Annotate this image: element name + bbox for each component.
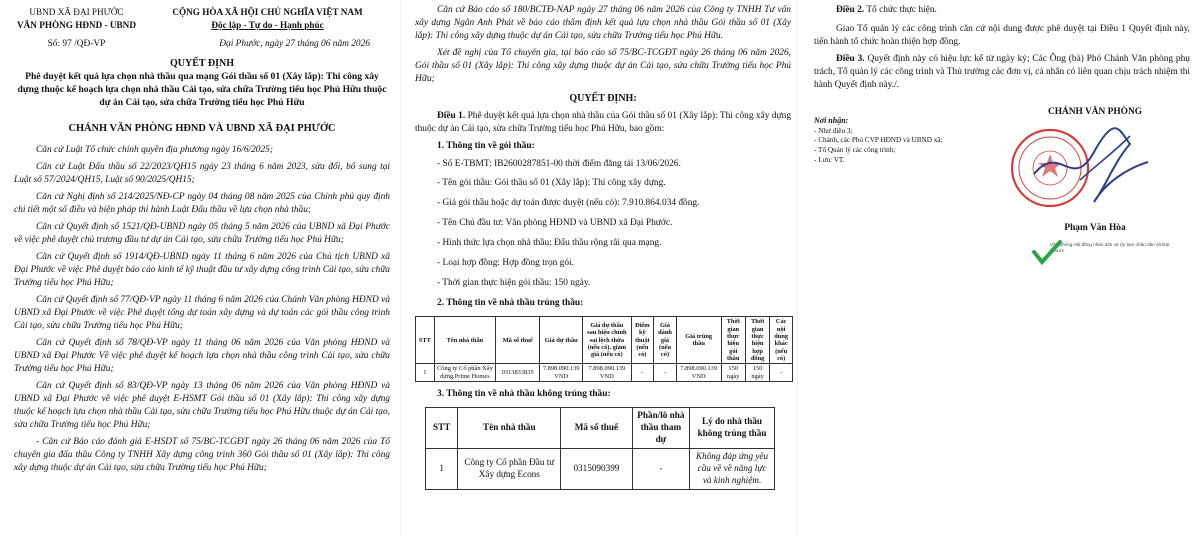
section-2-heading: 2. Thông tin về nhà thầu trúng thầu: [437,298,584,309]
table-header-cell: STT [416,317,435,364]
table-header-cell: Tên nhà thầu [434,317,495,364]
table-header-cell: Mã số thuế [496,317,540,364]
table-header-cell: Các nội dung khác (nếu có) [770,317,793,364]
table-cell: - [654,364,677,382]
tender-info-item: - Tên Chủ đầu tư: Văn phòng HĐND và UBND xã Đại Phước. [437,218,673,229]
article-2-body: Giao Tổ quản lý các công trình căn cứ nội dung được phê duyệt tại Điều 1 Quyết định này, tiến hành tổ chức hoàn thiện hợp đồng. [814,23,1190,47]
tender-info-item: - Số E-TBMT: IB2600287851-00 thời điểm đăng tải 13/06/2026. [437,158,681,169]
article-2-text: Tổ chức thực hiện. [866,5,937,15]
report-basis: Căn cứ Báo cáo số 180/BCTĐ-NAP ngày 27 tháng 06 năm 2026 của Công ty TNHH Tư vấn xây dựng Ngân Anh Phát về báo cáo thẩm định kết quả lựa chọn nhà thầu Gói thầu số 01 (Xây lắp): Thi công xây dựng thuộc dự án Cải tạo, sửa chữa Trường tiểu học Phú Hữu. [415,5,791,41]
signature-block [814,102,1190,302]
table-header-cell: Giá dự thầu sau hiệu chỉnh sai lệch thừa (nếu có), giảm giá (nếu có) [583,317,631,364]
table-cell: 0313833835 [496,364,540,382]
tender-info-item: - Thời gian thực hiện gói thầu: 150 ngày. [437,278,591,289]
table-header-row [416,317,793,364]
table-cell: 1 [426,448,458,489]
winning-bidder-table [415,316,793,382]
checkmark-icon [1030,238,1064,266]
legal-basis: Căn cứ Luật Đấu thầu số 22/2023/QH15 ngày 23 tháng 6 năm 2023, sửa đổi, bổ sung tại Luật số 57/2024/QH15, Luật số 90/2025/QH15; [14,162,390,186]
table-cell: 0315090399 [561,448,633,489]
doc-title: QUYẾT ĐỊNH [170,58,234,70]
nation-line-1: CỘNG HÒA XÃ HỘI CHỦ NGHĨA VIỆT NAM [172,7,363,17]
article-2 [814,4,1190,17]
article-3 [814,53,1190,92]
article-3-label: Điều 3. [836,53,865,64]
legal-basis: Căn cứ Nghị định số 214/2025/NĐ-CP ngày 04 tháng 08 năm 2025 của Chính phủ quy định chi tiết một số điều và biện pháp thi hành Luật Đấu thầu về lựa chọn nhà thầu; [14,192,390,216]
recipients-label: Nơi nhận: [814,115,849,125]
table-header-cell: Điểm kỹ thuật (nếu có) [631,317,654,364]
national-motto [145,6,390,31]
tender-info-item: - Tên gói thầu: Gói thầu số 01 (Xây lắp): Thi công xây dựng. [437,178,666,189]
table-row [416,364,793,382]
doc-number-row [14,38,390,51]
table-cell: Không đáp ứng yêu cầu về về năng lực và kinh nghiệm. [690,448,775,489]
table-cell: 150 ngày [745,364,769,382]
legal-basis: Căn cứ Quyết định số 77/QĐ-VP ngày 11 tháng 6 năm 2026 của Chánh Văn phòng HĐND và UBND xã Đại Phước về việc Phê duyệt tổng dự toán xây dựng và dự toán các gói thầu công trình Cải tạo, sửa chữa Trường tiểu học Phú Hữu; [14,295,390,331]
table-cell: - [631,364,654,382]
recipient-item: - Tổ Quản lý các công trình; [814,146,896,155]
recipients [814,116,984,166]
table-header-cell: Lý do nhà thầu không trúng thầu [690,408,775,449]
legal-bases [14,144,390,474]
digital-signature-text: Văn phòng Hội đồng nhân dân và Ủy ban nhân dân xã Đại Phước [1050,241,1170,253]
table-cell: Công ty Cổ phần Xây dựng Prime Homes [434,364,495,382]
table-header-row [426,408,775,449]
table-header-cell: Tên nhà thầu [458,408,561,449]
seal-and-signature-icon [1010,122,1160,218]
table-header-cell: Thời gian thực hiện gói thầu [721,317,745,364]
legal-basis: Căn cứ Luật Tổ chức chính quyền địa phương ngày 16/6/2025; [36,145,273,156]
nation-line-2: Độc lập - Tự do - Hạnh phúc [211,19,324,30]
issuer-title: CHÁNH VĂN PHÒNG HĐND VÀ UBND XÃ ĐẠI PHƯỚC [68,122,336,134]
table-cell: - [770,364,793,382]
doc-number: Số: 97 /QĐ-VP [47,39,106,50]
place-date: Đại Phước, ngày 27 tháng 06 năm 2026 [219,39,370,50]
losing-bidder-table [425,407,775,490]
tender-info-item: - Giá gói thầu hoặc dự toán được duyệt (nếu có): 7.910.864.034 đồng. [437,198,700,209]
expert-proposal: Xét đề nghị của Tổ chuyên gia, tại báo cáo số 75/BC-TCGĐT ngày 26 tháng 06 năm 2026, Gói thầu số 01 (Xây lắp): Thi công xây dựng thuộc dự án Cải tạo, sửa chữa Trường tiểu học Phú Hữu; [415,47,791,84]
article-2-label: Điều 2. [836,5,865,15]
table-cell: 7.898.090.139 VND [540,364,583,382]
legal-basis: Căn cứ Quyết định số 78/QĐ-VP ngày 11 tháng 06 năm 2026 của Văn phòng HĐND và UBND xã Đại Phước Về việc phê duyệt kế hoạch lựa chọn nhà thầu công trình Cải tạo, sửa chữa Trường tiểu học Phú Hữu; [14,337,390,374]
recipient-item: - Lưu: VT. [814,155,845,164]
official-seal [1010,122,1160,218]
table-header-cell: Phần/lô nhà thầu tham dự [632,408,689,449]
org-line-2: VĂN PHÒNG HĐND - UBND [17,19,136,30]
article-1 [415,110,791,136]
section-1-heading: 1. Thông tin về gói thầu: [437,140,535,151]
table-cell: - [632,448,689,489]
digital-signature [1050,242,1180,272]
tender-info-item: - Hình thức lựa chọn nhà thầu: Đấu thầu rộng rãi qua mạng. [437,238,662,249]
table-header-cell: Thời gian thực hiện hợp đồng [745,317,769,364]
legal-basis: Căn cứ Quyết định số 83/QĐ-VP ngày 13 tháng 06 năm 2026 của Văn phòng HĐND và UBND xã Đại Phước về việc phê duyệt E-HSMT Gói thầu số 01 (Xây lắp): Thi công xây dựng thuộc kế hoạch lựa chọn nhà thầu Cải tạo, sửa chữa Trường tiểu học Phú Hữu thuộc dự án Cải tạo, sửa chữa Trường tiểu học Phú Hữu; [14,380,390,430]
page-1 [0,0,400,536]
legal-basis: - Căn cứ Báo cáo đánh giá E-HSDT số 75/BC-TCGĐT ngày 26 tháng 06 năm 2026 của Tổ chuyên gia đấu thầu Công ty TNHH Xây dựng công trình 360 Gói thầu số 01 (Xây lắp): Thi công xây dựng thuộc dự án Cải tạo, sửa chữa Trường tiểu học Phú Hữu; [14,436,390,473]
table-cell: 150 ngày [721,364,745,382]
tender-info-item: - Loại hợp đồng: Hợp đồng trọn gói. [437,258,574,269]
table-header-cell: Mã số thuế [561,408,633,449]
table-cell: 7.898.090.139 VND [676,364,721,382]
issuing-org [14,6,139,31]
table-header-cell: Giá trúng thầu [676,317,721,364]
doc-subject: Phê duyệt kết quả lựa chọn nhà thầu qua mạng Gói thầu số 01 (Xây lắp): Thi công xây dựng thuộc kế hoạch lựa chọn nhà thầu Cải tạo, sửa chữa Trường tiểu học Phú Hữu thuộc dự án Cải tạo, sửa chữa Trường tiểu học Phú Hữu [17,71,387,109]
article-3-text: Quyết định này có hiệu lực kể từ ngày ký; Các Ông (bà) Phó Chánh Văn phòng phụ trách, Tổ quản lý các công trình và Thủ trưởng các đơn vị, cá nhân có liên quan chịu trách nhiệm thi hành Quyết định này./. [814,53,1190,90]
article-1-label: Điều 1. [437,110,466,121]
recipient-item: - Như điều 3; [814,126,853,135]
recipient-item: - Chánh, các Phó CVP HĐND và UBND xã; [814,136,943,145]
legal-basis: Căn cứ Quyết định số 1521/QĐ-UBND ngày 05 tháng 5 năm 2026 của UBND xã Đại Phước về việc phê duyệt chủ trương đầu tư dự án Cải tạo, sửa chữa Trường tiểu học Phú Hữu; [14,222,390,246]
document-header [14,6,390,31]
signer-title: CHÁNH VĂN PHÒNG [1047,106,1143,117]
table-cell: 7.898.090.139 VND [583,364,631,382]
signer-name: Phạm Văn Hòa [1064,222,1126,233]
legal-basis: Căn cứ Quyết định số 1914/QĐ-UBND ngày 11 tháng 6 năm 2026 của Chủ tịch UBND xã Đại Phước về việc Phê duyệt báo cáo kinh tế kỹ thuật đầu tư xây dựng công trình Cải tạo, sửa chữa Trường tiểu học Phú Hữu; [14,252,390,289]
table-row [426,448,775,489]
section-3-heading: 3. Thông tin về nhà thầu không trúng thầu: [437,389,611,400]
table-header-cell: Giá đánh giá (nếu có) [654,317,677,364]
org-line-1: UBND XÃ ĐẠI PHƯỚC [29,7,124,17]
article-1-text: Phê duyệt kết quả lựa chọn nhà thầu của Gói thầu số 01 (Xây lắp): Thi công xây dựng thuộc dự án Cải tạo, sửa chữa Trường tiểu học Phú Hữu, bao gồm: [415,110,792,134]
page-2 [400,0,798,536]
table-header-cell: Giá dự thầu [540,317,583,364]
decide-heading: QUYẾT ĐỊNH: [569,92,637,104]
table-header-cell: STT [426,408,458,449]
table-cell: 1 [416,364,435,382]
table-cell: Công ty Cổ phần Đầu tư Xây dựng Econs [458,448,561,489]
page-3 [798,0,1200,536]
